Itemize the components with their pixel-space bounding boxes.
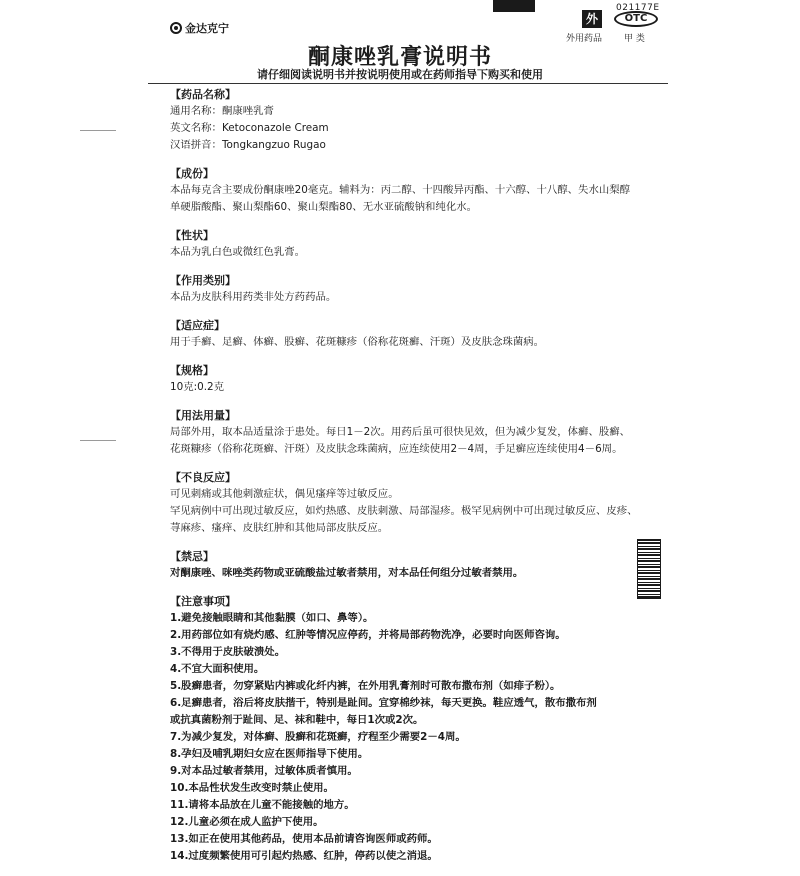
external-use-label: 外用药品 <box>566 34 603 44</box>
brand-logo <box>170 20 229 36</box>
margin-mark <box>80 440 116 441</box>
document-title: 酮康唑乳膏说明书 <box>307 45 492 70</box>
section-heading: 【用法用量】 <box>170 409 236 422</box>
precaution-item: 13.如正在使用其他药品，使用本品前请咨询医师或药师。 <box>170 833 438 845</box>
precaution-item: 1.避免接触眼睛和其他黏膜（如口、鼻等）。 <box>170 612 374 624</box>
section-line: 对酮康唑、咪唑类药物或亚硫酸盐过敏者禁用，对本品任何组分过敏者禁用。 <box>170 567 524 579</box>
section-heading: 【禁忌】 <box>170 550 214 563</box>
section-heading: 【性状】 <box>170 229 214 242</box>
leaflet-content <box>170 86 675 876</box>
precaution-item: 或抗真菌粉剂于趾间、足、袜和鞋中，每日1次或2次。 <box>170 714 424 726</box>
otc-badge: OTC <box>614 11 658 27</box>
header-rule <box>148 83 668 84</box>
document-subtitle: 请仔细阅读说明书并按说明使用或在药师指导下购买和使用 <box>257 68 543 81</box>
section-dosage <box>170 407 675 458</box>
section-heading: 【适应症】 <box>170 319 225 332</box>
precaution-item: 4.不宜大面积使用。 <box>170 663 265 675</box>
precaution-item: 11.请将本品放在儿童不能接触的地方。 <box>170 799 355 811</box>
section-line: 本品每克含主要成份酮康唑20毫克。辅料为：丙二醇、十四酸异丙酯、十六醇、十八醇、失水山梨醇 <box>170 184 631 196</box>
precaution-item: 7.为减少复发，对体癣、股癣和花斑癣，疗程至少需要2－4周。 <box>170 731 466 743</box>
section-heading: 【不良反应】 <box>170 471 236 484</box>
section-line: 本品为皮肤科用药类非处方药药品。 <box>170 291 337 303</box>
section-line: 用于手癣、足癣、体癣、股癣、花斑糠疹（俗称花斑癣、汗斑）及皮肤念珠菌病。 <box>170 336 545 348</box>
section-heading: 【注意事项】 <box>170 595 236 608</box>
brand-logo-icon <box>170 22 182 34</box>
section-line: 荨麻疹、瘙痒、皮肤红肿和其他局部皮肤反应。 <box>170 522 389 534</box>
section-line: 10克:0.2克 <box>170 381 225 393</box>
margin-mark <box>80 130 116 131</box>
external-use-badge: 外 <box>582 10 602 28</box>
section-precautions <box>170 593 675 865</box>
section-drug-name <box>170 86 675 154</box>
section-heading: 【成份】 <box>170 167 214 180</box>
document-code: 021177E <box>616 3 660 13</box>
precaution-item: 5.股癣患者，勿穿紧贴内裤或化纤内裤，在外用乳膏剂时可散布撒布剂（如痱子粉）。 <box>170 680 561 692</box>
precaution-item: 14.过度频繁使用可引起灼热感、红肿，停药以使之消退。 <box>170 850 438 862</box>
section-heading: 【作用类别】 <box>170 274 236 287</box>
section-line: 单硬脂酸酯、聚山梨酯60、聚山梨酯80、无水亚硫酸钠和纯化水。 <box>170 201 477 213</box>
section-indications <box>170 317 675 351</box>
otc-class-label: 甲 类 <box>624 34 645 44</box>
precaution-item: 12.儿童必须在成人监护下使用。 <box>170 816 324 828</box>
section-contraindications <box>170 548 675 582</box>
precaution-item: 9.对本品过敏者禁用，过敏体质者慎用。 <box>170 765 358 777</box>
section-heading: 【规格】 <box>170 364 214 377</box>
print-registration-block <box>493 0 535 12</box>
section-line: 罕见病例中可出现过敏反应，如灼热感、皮肤刺激、局部湿疹。极罕见病例中可出现过敏反应、皮疹、 <box>170 505 638 517</box>
precaution-item: 8.孕妇及哺乳期妇女应在医师指导下使用。 <box>170 748 369 760</box>
section-line: 可见刺痛或其他刺激症状，偶见瘙痒等过敏反应。 <box>170 488 399 500</box>
section-line: 通用名称：酮康唑乳膏 <box>170 105 274 117</box>
precaution-item: 10.本品性状发生改变时禁止使用。 <box>170 782 334 794</box>
brand-name: 金达克宁 <box>185 22 229 35</box>
section-ingredients <box>170 165 675 216</box>
section-line: 花斑糠疹（俗称花斑癣、汗斑）及皮肤念珠菌病，应连续使用2－4周，手足癣应连续使用4－6周。 <box>170 443 623 455</box>
precaution-item: 2.用药部位如有烧灼感、红肿等情况应停药，并将局部药物洗净，必要时向医师咨询。 <box>170 629 566 641</box>
section-line: 英文名称：Ketoconazole Cream <box>170 122 329 134</box>
barcode-graphic <box>638 540 660 598</box>
section-specification <box>170 362 675 396</box>
section-appearance <box>170 227 675 261</box>
precaution-item: 6.足癣患者，浴后将皮肤揩干，特别是趾间。宜穿棉纱袜，每天更换。鞋应透气，散布撒布剂 <box>170 697 597 709</box>
section-line: 本品为乳白色或微红色乳膏。 <box>170 246 306 258</box>
section-heading: 【药品名称】 <box>170 88 236 101</box>
section-line: 汉语拼音：Tongkangzuo Rugao <box>170 139 326 151</box>
precaution-item: 3.不得用于皮肤破溃处。 <box>170 646 286 658</box>
section-category <box>170 272 675 306</box>
section-adverse-reactions <box>170 469 675 537</box>
section-line: 局部外用，取本品适量涂于患处。每日1－2次。用药后虽可很快见效，但为减少复发，体癣、股癣、 <box>170 426 631 438</box>
